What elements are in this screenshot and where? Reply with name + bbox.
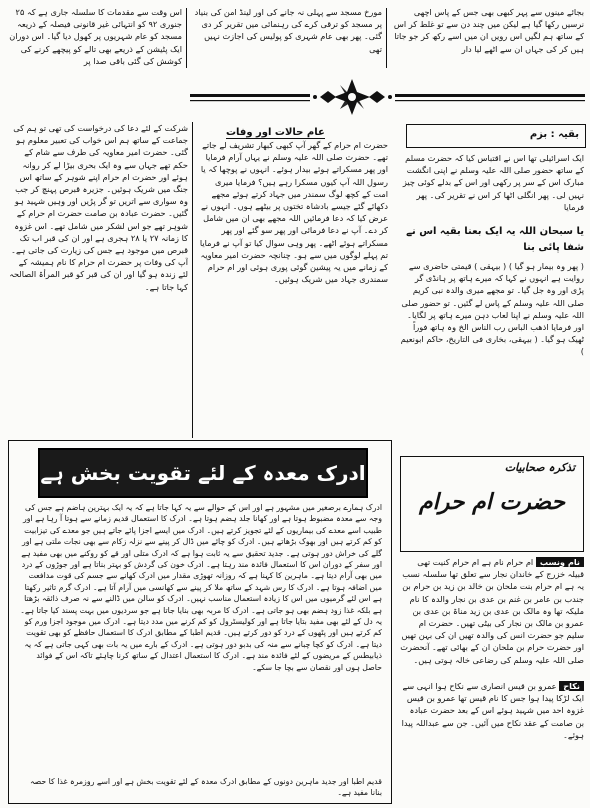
- top-right-text: بجائے مینوں سے پہر کبھی بھی جس کے پاس اچھی نرسیں رکھا گیا ہے لیکن میں چند دن سے تو غلط کر اس کے ساتھ ہم لگیں اس رویں ان میں اسے رکھ کر جو جاتا ہیں کر کی جہاں ان سے اٹھے لیا دار: [393, 7, 584, 54]
- column-divider: [186, 8, 187, 68]
- lineage-tag: نام ونسب: [536, 557, 584, 567]
- ornamental-divider: [190, 76, 585, 120]
- banner-title: ادرک معدہ کے لئے تقویت بخش ہے: [40, 461, 366, 485]
- column-label-box: [406, 124, 586, 148]
- column-divider: [386, 8, 387, 68]
- banner-body-text: ادرک ہمارے برصغیر میں مشہور ہے اور اس کے حوالے سے یہ کہا جاتا ہے کہ یہ ایک بہترین ہاضم ہے جس کی وجہ سے معدہ مضبوط ہوتا ہے اور کھانا جلد ہضم ہوتا ہے۔ ادرک کا استعمال قدیم زمانے سے ہوتا آ رہا ہے اور طبیب اسے معدے کی بیماریوں کے لئے تجویز کرتے ہیں۔ ادرک میں ایسے اجزا پائے جاتے ہیں جو معدے کی تیزابیت کو کم کرتے ہیں اور بھوک بڑھاتے ہیں۔ ادرک کو چائے میں ڈال کر پینے سے نزلہ زکام سے بھی نجات ملتی ہے اور گلے کی خراش دور ہوتی ہے۔ جدید تحقیق سے یہ ثابت ہوا ہے کہ ادرک متلی اور قے کو روکنے میں بھی مفید ہے اور سفر کے دوران اس کا استعمال فائدہ مند رہتا ہے۔ ادرک خون کی گردش کو بہتر بناتا ہے اور جوڑوں کے درد میں بھی آرام دیتا ہے۔ ماہرین کا کہنا ہے کہ روزانہ تھوڑی مقدار میں ادرک کھانے سے جسم کی قوت مدافعت میں اضافہ ہوتا ہے۔ ادرک کا رس شہد کے ساتھ ملا کر پینے سے کھانسی میں آرام آتا ہے۔ ادرک گرم تاثیر رکھتا ہے اس لئے گرمیوں میں اس کا زیادہ استعمال مناسب نہیں۔ ادرک کو سالن میں ڈالنے سے نہ صرف ذائقہ بڑھتا ہے بلکہ غذا زود ہضم بھی ہو جاتی ہے۔ ادرک کا مربہ بھی بنایا جاتا ہے جو سردیوں میں بہت پسند کیا جاتا ہے۔ یہ دل کے لئے بھی مفید بتایا جاتا ہے اور کولیسٹرول کو کم کرنے میں مدد دیتا ہے۔ ادرک میں موجود اجزا ورم کو کم کرتے ہیں اور پٹھوں کے درد کو دور کرتے ہیں۔ قدیم اطبا کے مطابق ادرک کا استعمال حافظے کو بھی تقویت دیتا ہے۔ ادرک کو کچا چبانے سے منہ کی بدبو دور ہوتی ہے۔ ادرک کے بارے میں یہ بات بھی کہی جاتی ہے کہ یہ ذیابیطس کے مریضوں کے لئے فائدہ مند ہے۔ ادرک کا استعمال اعتدال کے ساتھ کرنا چاہئے تاکہ اس کے فوائد حاصل ہوں اور نقصان سے بچا جا سکے۔: [20, 503, 382, 672]
- right-column-continued: ( پھر وہ بیمار ہو گیا ) ( بیہقی ) قیمتی حاضری سے روایت ہے انہوں نے کہا کہ میرے ہاتھ پر ہانڈی گر پڑی اور وہ جل گیا۔ تو مجھے میری والدہ نبی کریم صلی اللہ علیہ وسلم کے پاس لے گئیں۔ تو حضور صلی اللہ علیہ وسلم نے اپنا لعاب دہن میرے ہاتھ پر لگایا۔ اور فرمایا اذھب الباس رب الناس الخ وہ ہاتھ فوراً ٹھیک ہو گیا۔ ( بیہقی، بخاری فی التاریخ، حاکم ابونعیم ): [400, 261, 584, 357]
- banner-title-box: [38, 448, 368, 498]
- feature-kicker: تذکرہ صحابیات: [504, 461, 575, 474]
- top-middle-text: مورخ مسجد سے پہلی نہ جانے کی اور لینڈ امن کی بنیاد پر مسجد کو ترقی کرے کی رہنمائی میں تقریر کر دی گئی۔ پھر بھی عام شہری کو پولیس کی اجازت نہیں تھی: [194, 7, 382, 54]
- banner-footer-text: قدیم اطبا اور جدید ماہرین دونوں کے مطابق ادرک معدہ کے لئے تقویت بخش ہے اور اسے روزمرہ غذا کا حصہ بنانا مفید ہے۔: [30, 777, 382, 798]
- far-left-column-text: شرکت کے لئے دعا کی درخواست کی تھی تو ہم کی جماعت کے ساتھ ہم اس خواب کی تعبیر معلوم ہو گئی۔ حضرت امیر معاویہ کی طرف سے شام کے حکم تھے جہاں سے وہ ایک بحری بیڑا لے کر روانہ ہوئے اور حضرت ام حرام اپنے شوہر کے ساتھ اس جنگ میں شریک ہوئیں۔ جزیرہ قبرص پہنچ کر جب وہ سواری سے اتریں تو گر پڑیں اور وہیں شہید ہو گئیں۔ حضرت عبادہ بن صامت حضرت ام حرام کے شوہر تھے جو اس لشکر میں شامل تھے۔ اس غزوہ کا زمانہ ۲۷ یا ۲۸ ہجری ہے اور ان کی قبر اب تک قبرص میں موجود ہے جس کی زیارت کی جاتی ہے۔ آپ کی وفات پر حضرت ام حرام کا نام ہمیشہ کے لئے زندہ ہو گیا اور ان کی قبر کو قبر المرأۃ الصالحہ کہا جاتا ہے۔: [9, 123, 188, 292]
- top-left-text: اس وقت سے مقدمات کا سلسلہ جاری ہے کہ ۲۵ جنوری ۹۲ کو انتہائی غیر قانونی فیصلہ کے ذریعہ مسجد کو عام شہریوں پر کھول دیا گیا۔ اس دوران ایک پٹیشن کے ذریعے بھی تالے کو پیچھے کرنے کی کوشش کی گئی باقی صدا پر: [9, 7, 182, 66]
- middle-column: [198, 120, 388, 440]
- feature-heading-frame: [400, 456, 584, 552]
- marriage-tag: نکاح: [559, 681, 584, 691]
- column-divider: [192, 122, 193, 438]
- right-column-text: ایک اسرائیلی تھا اس نے اقتباس کیا کہ حضرت مسلم کے ساتھ حضور صلی اللہ علیہ وسلم نے اپنی انگشت مبارک اس کے سر پر رکھی اور اس کے بدلے کوئی چیز نہیں لی۔ پھر انگلی اٹھا کر اس نے تقریر کی۔ پھر فرمایا: [402, 153, 584, 212]
- feature-section-marriage: [400, 680, 584, 802]
- marriage-text: عمرو بن قیس انصاری سے نکاح ہوا انہی سے ایک لڑکا پیدا ہوا جس کا نام قیس تھا عمرو بن قیس غزوہ احد میں شہید ہوئے اس کے بعد حضرت عبادہ بن صامت کے عقد نکاح میں آئیں۔ جن سے عبداللہ پیدا ہوئے۔: [401, 681, 584, 740]
- middle-column-text: حضرت ام حرام کے گھر آپ کبھی کبھار تشریف لے جاتے تھے۔ حضرت صلی اللہ علیہ وسلم نے یہاں آرام فرمایا اور پھر مسکراتے ہوئے بیدار ہوئے۔ انہوں نے پوچھا کہ یا رسول اللہ آپ کیوں مسکرا رہے ہیں؟ فرمایا میری امت کے کچھ لوگ سمندر میں جہاد کرتے ہوئے مجھے دکھائے گئے جیسے بادشاہ تختوں پر بیٹھے ہوں۔ انہوں نے عرض کیا کہ دعا فرمائیں اللہ مجھے بھی ان میں شامل کر دے۔ آپ نے دعا فرمائی اور پھر سو گئے اور پھر مسکراتے ہوئے اٹھے۔ پھر وہی سوال کیا تو آپ نے فرمایا تم پہلے لوگوں میں سے ہو۔ چنانچہ حضرت امیر معاویہ کے زمانے میں یہ پیشین گوئی پوری ہوئی اور ام حرام سمندری جہاد میں شریک ہوئیں۔: [199, 140, 388, 285]
- ornament-graphic: [190, 76, 585, 120]
- feature-section-lineage: [400, 556, 584, 676]
- feature-title: حضرت ام حرام: [418, 489, 566, 515]
- right-column-quote: یا سبحان اللہ یہ ایک بعنا بقیہ اس نے شفا پائی بنا: [406, 226, 584, 253]
- lineage-text: ام حرام نام ہے ام حرام کنیت تھی قبیلہ خزرج کے خاندان نجار سے تعلق تھا سلسلہ نسب یہ ہے ام حرام بنت ملحان بن خالد بن زید بن حرام بن جندب بن عامر بن غنم بن عدی بن نجار والدہ کا نام ملیکہ تھا وہ مالک بن عدی بن زید مناۃ بن عدی بن عمرو بن مالک بن نجار کی بیٹی تھیں۔ حضرت ام سلیم جو حضرت انس کی والدہ تھیں ان کی بہن تھیں اور حضرت حرام بن ملحان ان کے بھائی تھے۔ آنحضرت صلی اللہ علیہ وسلم کی رضاعی خالہ ہوتی ہیں۔: [400, 557, 584, 665]
- section-heading: عام حالات اور وفات: [226, 127, 325, 138]
- column-label: بقیہ : بزم: [529, 129, 579, 140]
